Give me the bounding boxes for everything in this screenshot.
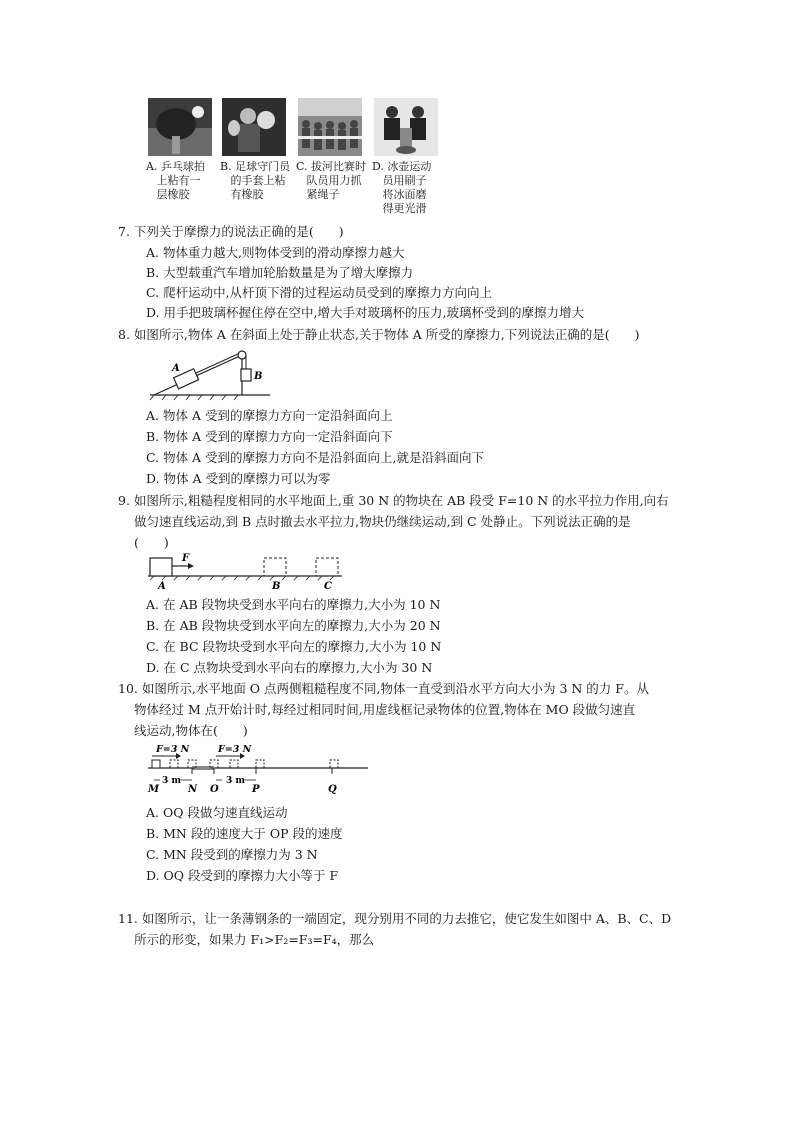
q9-stem-line1: 9. 如图所示,粗糙程度相同的水平地面上,重 30 N 的物块在 AB 段受 F=10 N 的水平拉力作用,向右 — [118, 493, 669, 508]
q11-stem-line2: 所示的形变，如果力 F₁>F₂=F₃=F₄，那么 — [134, 932, 375, 947]
q10-motion-figure — [146, 742, 372, 794]
q9-label-f: F — [182, 553, 190, 564]
q7-option-d: D. 用手把玻璃杯握住停在空中,增大手对玻璃杯的压力,玻璃杯受到的摩擦力增大 — [146, 305, 584, 320]
q9-label-b: B — [272, 581, 281, 592]
q9-stem-line2: 做匀速直线运动,到 B 点时撤去水平拉力,物块仍继续运动,到 C 处静止。下列说法正确的是 — [134, 514, 631, 529]
q10-stem-line3: 线运动,物体在( ) — [134, 723, 248, 738]
q8-incline-figure — [146, 345, 276, 401]
photo-goalkeeper — [222, 98, 286, 156]
q8-option-a: A. 物体 A 受到的摩擦力方向一定沿斜面向上 — [146, 408, 393, 423]
q10-distance-1: 3 m — [162, 776, 181, 786]
tug-of-war-icon — [298, 98, 362, 156]
caption-d: D. 冰壶运动 员用刷子 将冰面磨 得更光滑 — [372, 160, 432, 215]
q10-stem-line2: 物体经过 M 点开始计时,每经过相同时间,用虚线框记录物体的位置,物体在 MO 段做匀速直 — [134, 702, 636, 717]
q10-option-c: C. MN 段受到的摩擦力为 3 N — [146, 847, 318, 862]
q7-option-c: C. 爬杆运动中,从杆顶下滑的过程运动员受到的摩擦力方向向上 — [146, 285, 493, 300]
q9-label-c: C — [324, 581, 332, 592]
q10-label-q: Q — [328, 784, 337, 794]
ping-pong-paddle-icon — [148, 98, 212, 156]
q10-force-1: F=3 N — [156, 744, 190, 755]
q9-label-a: A — [158, 581, 166, 592]
q8-label-a: A — [172, 363, 180, 374]
q10-label-p: P — [252, 784, 260, 794]
q8-option-d: D. 物体 A 受到的摩擦力可以为零 — [146, 471, 331, 486]
q10-label-m: M — [148, 784, 160, 794]
q10-option-b: B. MN 段的速度大于 OP 段的速度 — [146, 826, 343, 841]
photo-curling — [374, 98, 438, 156]
q8-option-b: B. 物体 A 受到的摩擦力方向一定沿斜面向下 — [146, 429, 393, 444]
q9-option-d: D. 在 C 点物块受到水平向右的摩擦力,大小为 30 N — [146, 660, 433, 675]
q7-stem: 7. 下列关于摩擦力的说法正确的是( ) — [118, 224, 344, 239]
curling-icon — [374, 98, 438, 156]
q10-option-a: A. OQ 段做匀速直线运动 — [146, 805, 288, 820]
photo-tug-of-war — [298, 98, 362, 156]
goalkeeper-icon — [222, 98, 286, 156]
caption-c: C. 拔河比赛时 队员用力抓 紧绳子 — [296, 160, 367, 201]
q10-stem-line1: 10. 如图所示,水平地面 O 点两侧粗糙程度不同,物体一直受到沿水平方向大小为 3 N 的力 F。从 — [118, 681, 649, 696]
q7-option-b: B. 大型载重汽车增加轮胎数量是为了增大摩擦力 — [146, 265, 414, 280]
caption-a: A. 乒乓球拍 上粘有一 层橡胶 — [146, 160, 205, 201]
q10-label-n: N — [188, 784, 198, 794]
q10-option-d: D. OQ 段受到的摩擦力大小等于 F — [146, 868, 339, 883]
q9-option-a: A. 在 AB 段物块受到水平向右的摩擦力,大小为 10 N — [146, 597, 441, 612]
q8-label-b: B — [254, 371, 263, 382]
q8-stem: 8. 如图所示,物体 A 在斜面上处于静止状态,关于物体 A 所受的摩擦力,下列说法正确的是( ) — [118, 327, 640, 342]
q9-stem-line3: ( ) — [134, 535, 169, 550]
q9-floor-figure — [146, 552, 346, 592]
q9-option-c: C. 在 BC 段物块受到水平向左的摩擦力,大小为 10 N — [146, 639, 442, 654]
q7-option-a: A. 物体重力越大,则物体受到的滑动摩擦力越大 — [146, 245, 405, 260]
q10-distance-2: 3 m — [226, 776, 245, 786]
q10-label-o: O — [210, 784, 219, 794]
q9-option-b: B. 在 AB 段物块受到水平向左的摩擦力,大小为 20 N — [146, 618, 441, 633]
q11-stem-line1: 11. 如图所示，让一条薄钢条的一端固定，现分别用不同的力去推它，使它发生如图中 A、B、C、D — [118, 911, 672, 926]
q8-option-c: C. 物体 A 受到的摩擦力方向不是沿斜面向上,就是沿斜面向下 — [146, 450, 485, 465]
q10-force-2: F=3 N — [218, 744, 252, 755]
caption-b: B. 足球守门员 的手套上粘 有橡胶 — [220, 160, 291, 201]
photo-ping-pong — [148, 98, 212, 156]
